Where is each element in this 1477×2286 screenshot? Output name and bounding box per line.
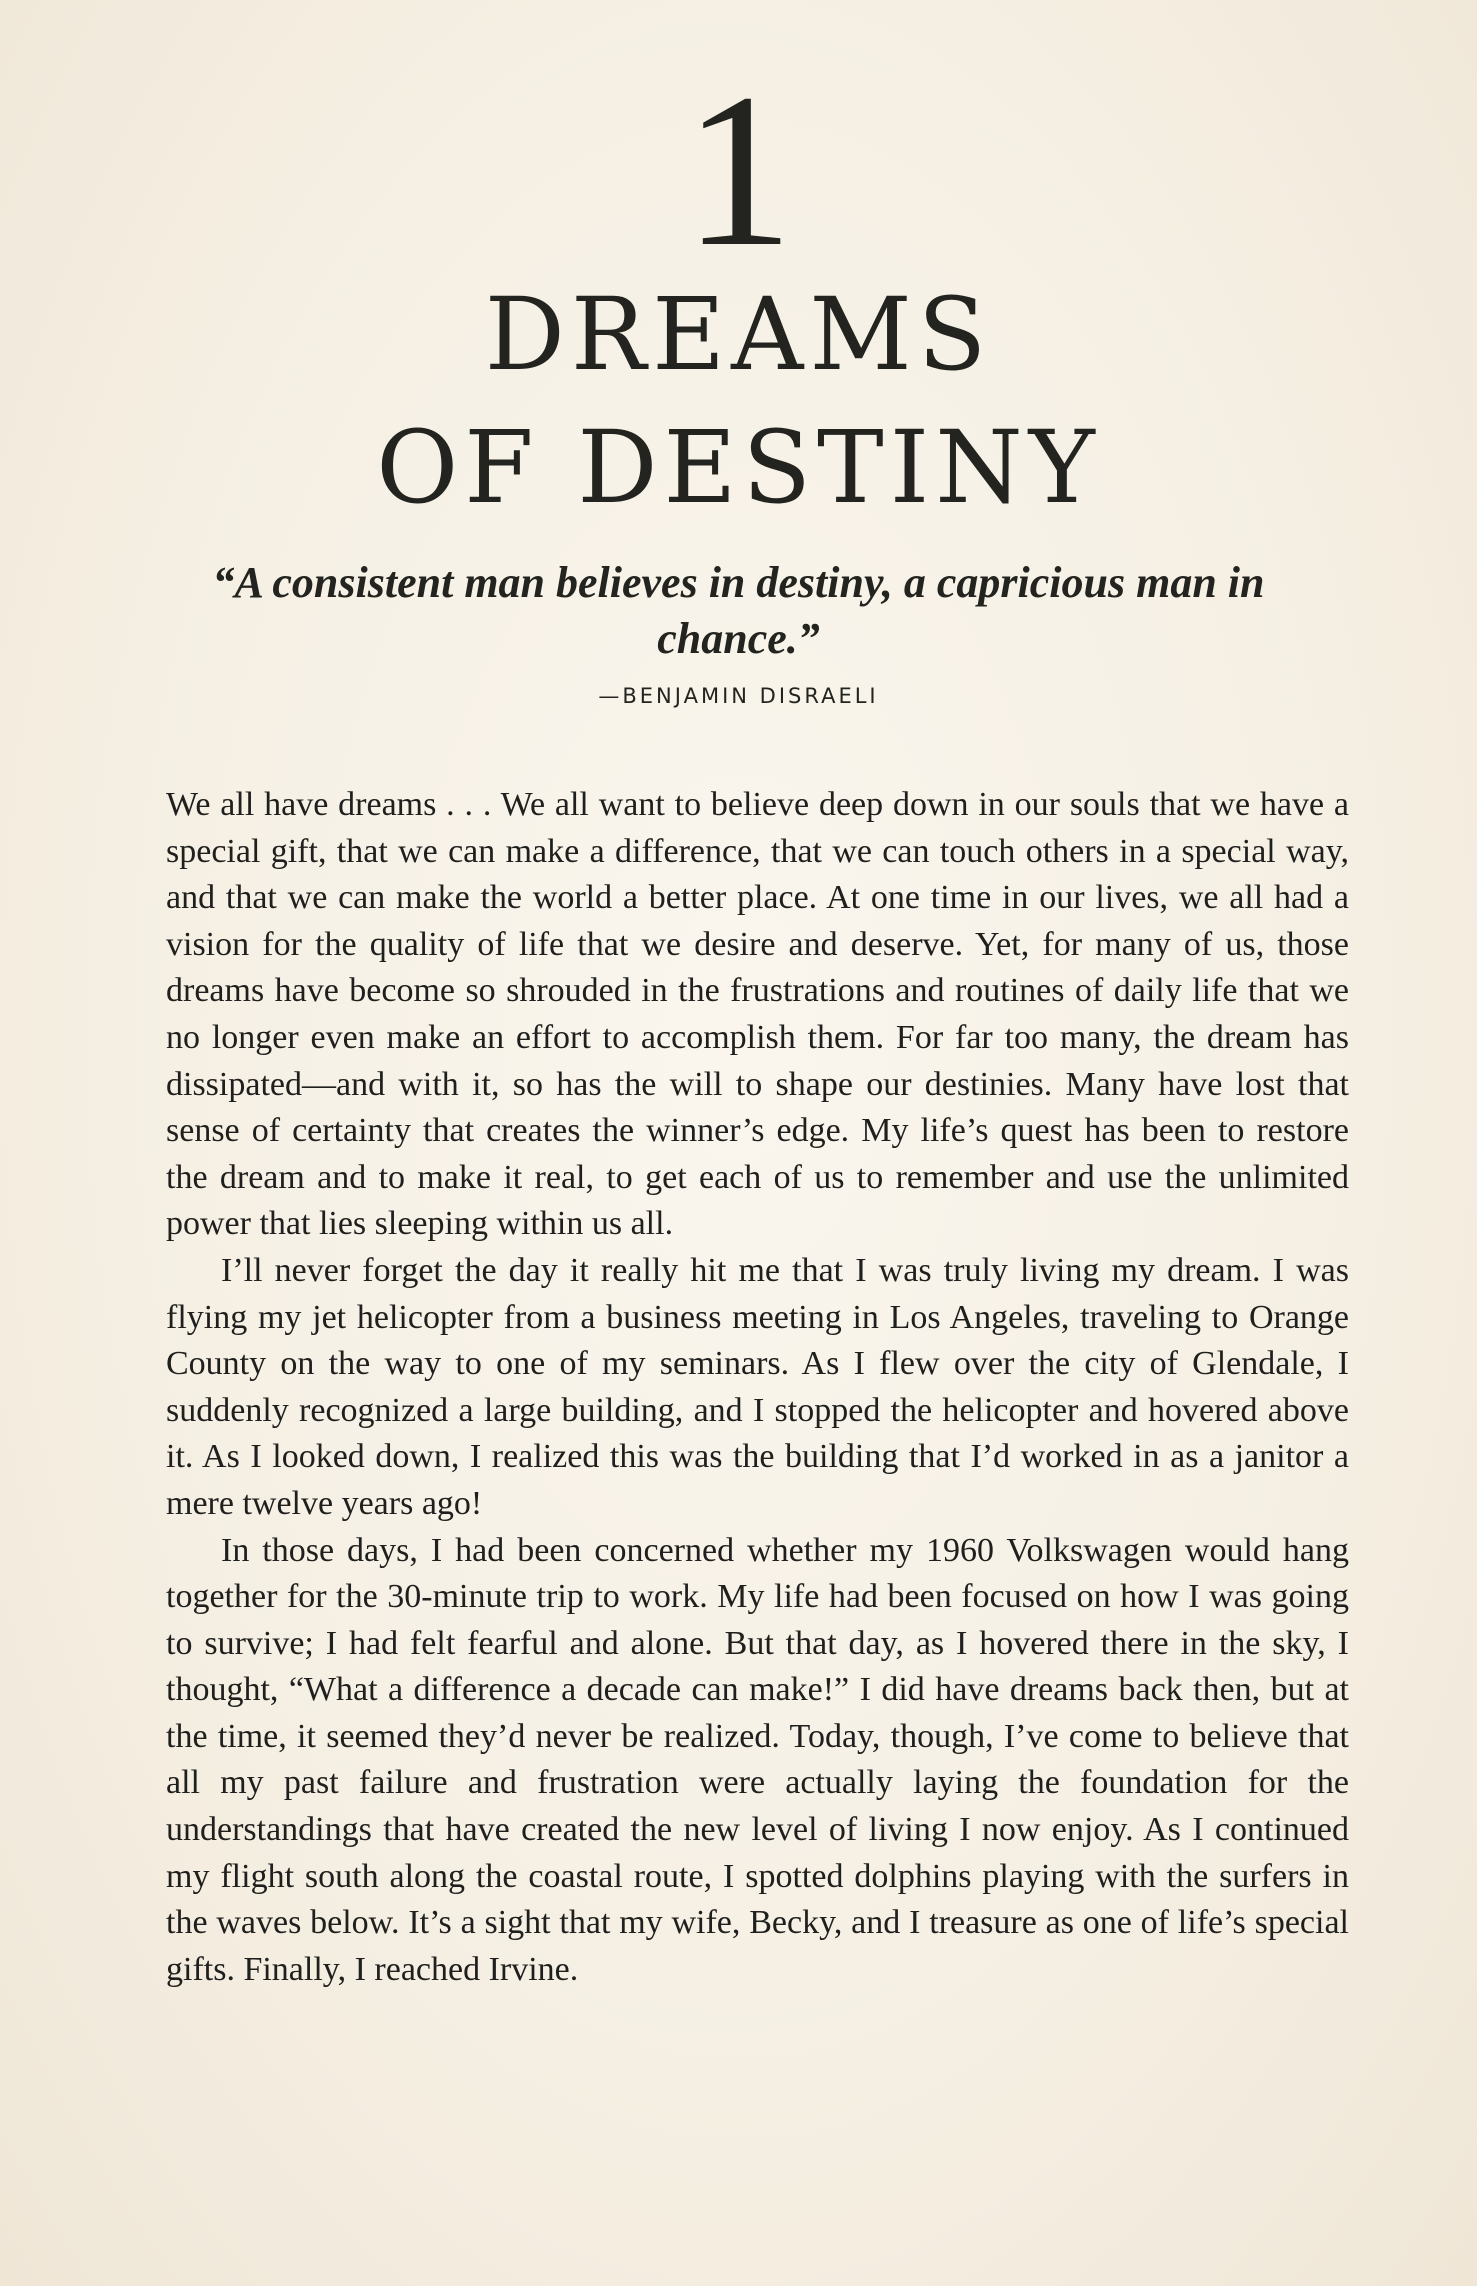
chapter-title-line-2: OF DESTINY bbox=[376, 409, 1101, 526]
body-text bbox=[166, 782, 1349, 1993]
chapter-title-line-1: DREAMS bbox=[484, 276, 993, 393]
epigraph-quote: “A consistent man believes in destiny, a capricious man in chance.” bbox=[212, 558, 1265, 663]
epigraph-attribution: —BENJAMIN DISRAELI bbox=[598, 684, 879, 708]
paragraph-1: We all have dreams . . . We all want to believe deep down in our souls that we have a special gift, that we can make a difference, that we can touch others in a special way, and that we can make the world a better place. At one time in our lives, we all had a vision for the quality of life that we desire and deserve. Yet, for many of us, those dreams have become so shrouded in the frustrations and routines of daily life that we no longer even make an effort to accomplish them. For far too many, the dream has dissipated—and with it, so has the will to shape our destinies. Many have lost that sense of certainty that creates the winner’s edge. My life’s quest has been to restore the dream and to make it real, to get each of us to remember and use the unlimited power that lies sleeping within us all. bbox=[166, 786, 1349, 1243]
chapter-number: 1 bbox=[683, 48, 794, 292]
paragraph-2: I’ll never forget the day it really hit me that I was truly living my dream. I was flying my jet helicopter from a business meeting in Los Angeles, traveling to Orange County on the way to one of my seminars. As I flew over the city of Glendale, I suddenly recognized a large building, and I stopped the helicopter and hovered above it. As I looked down, I realized this was the building that I’d worked in as a janitor a mere twelve years ago! bbox=[166, 1251, 1349, 1522]
paragraph-3: In those days, I had been concerned whether my 1960 Volkswagen would hang together for the 30-minute trip to work. My life had been focused on how I was going to survive; I had felt fearful and alone. But that day, as I hovered there in the sky, I thought, “What a difference a decade can make!” I did have dreams back then, but at the time, it seemed they’d never be realized. Today, though, I’ve come to believe that all my past failure and frustration were actually laying the foundation for the understandings that have created the new level of living I now enjoy. As I continued my flight south along the coastal route, I spotted dolphins playing with the surfers in the waves below. It’s a sight that my wife, Becky, and I treasure as one of life’s special gifts. Finally, I reached Irvine. bbox=[166, 1531, 1349, 1988]
